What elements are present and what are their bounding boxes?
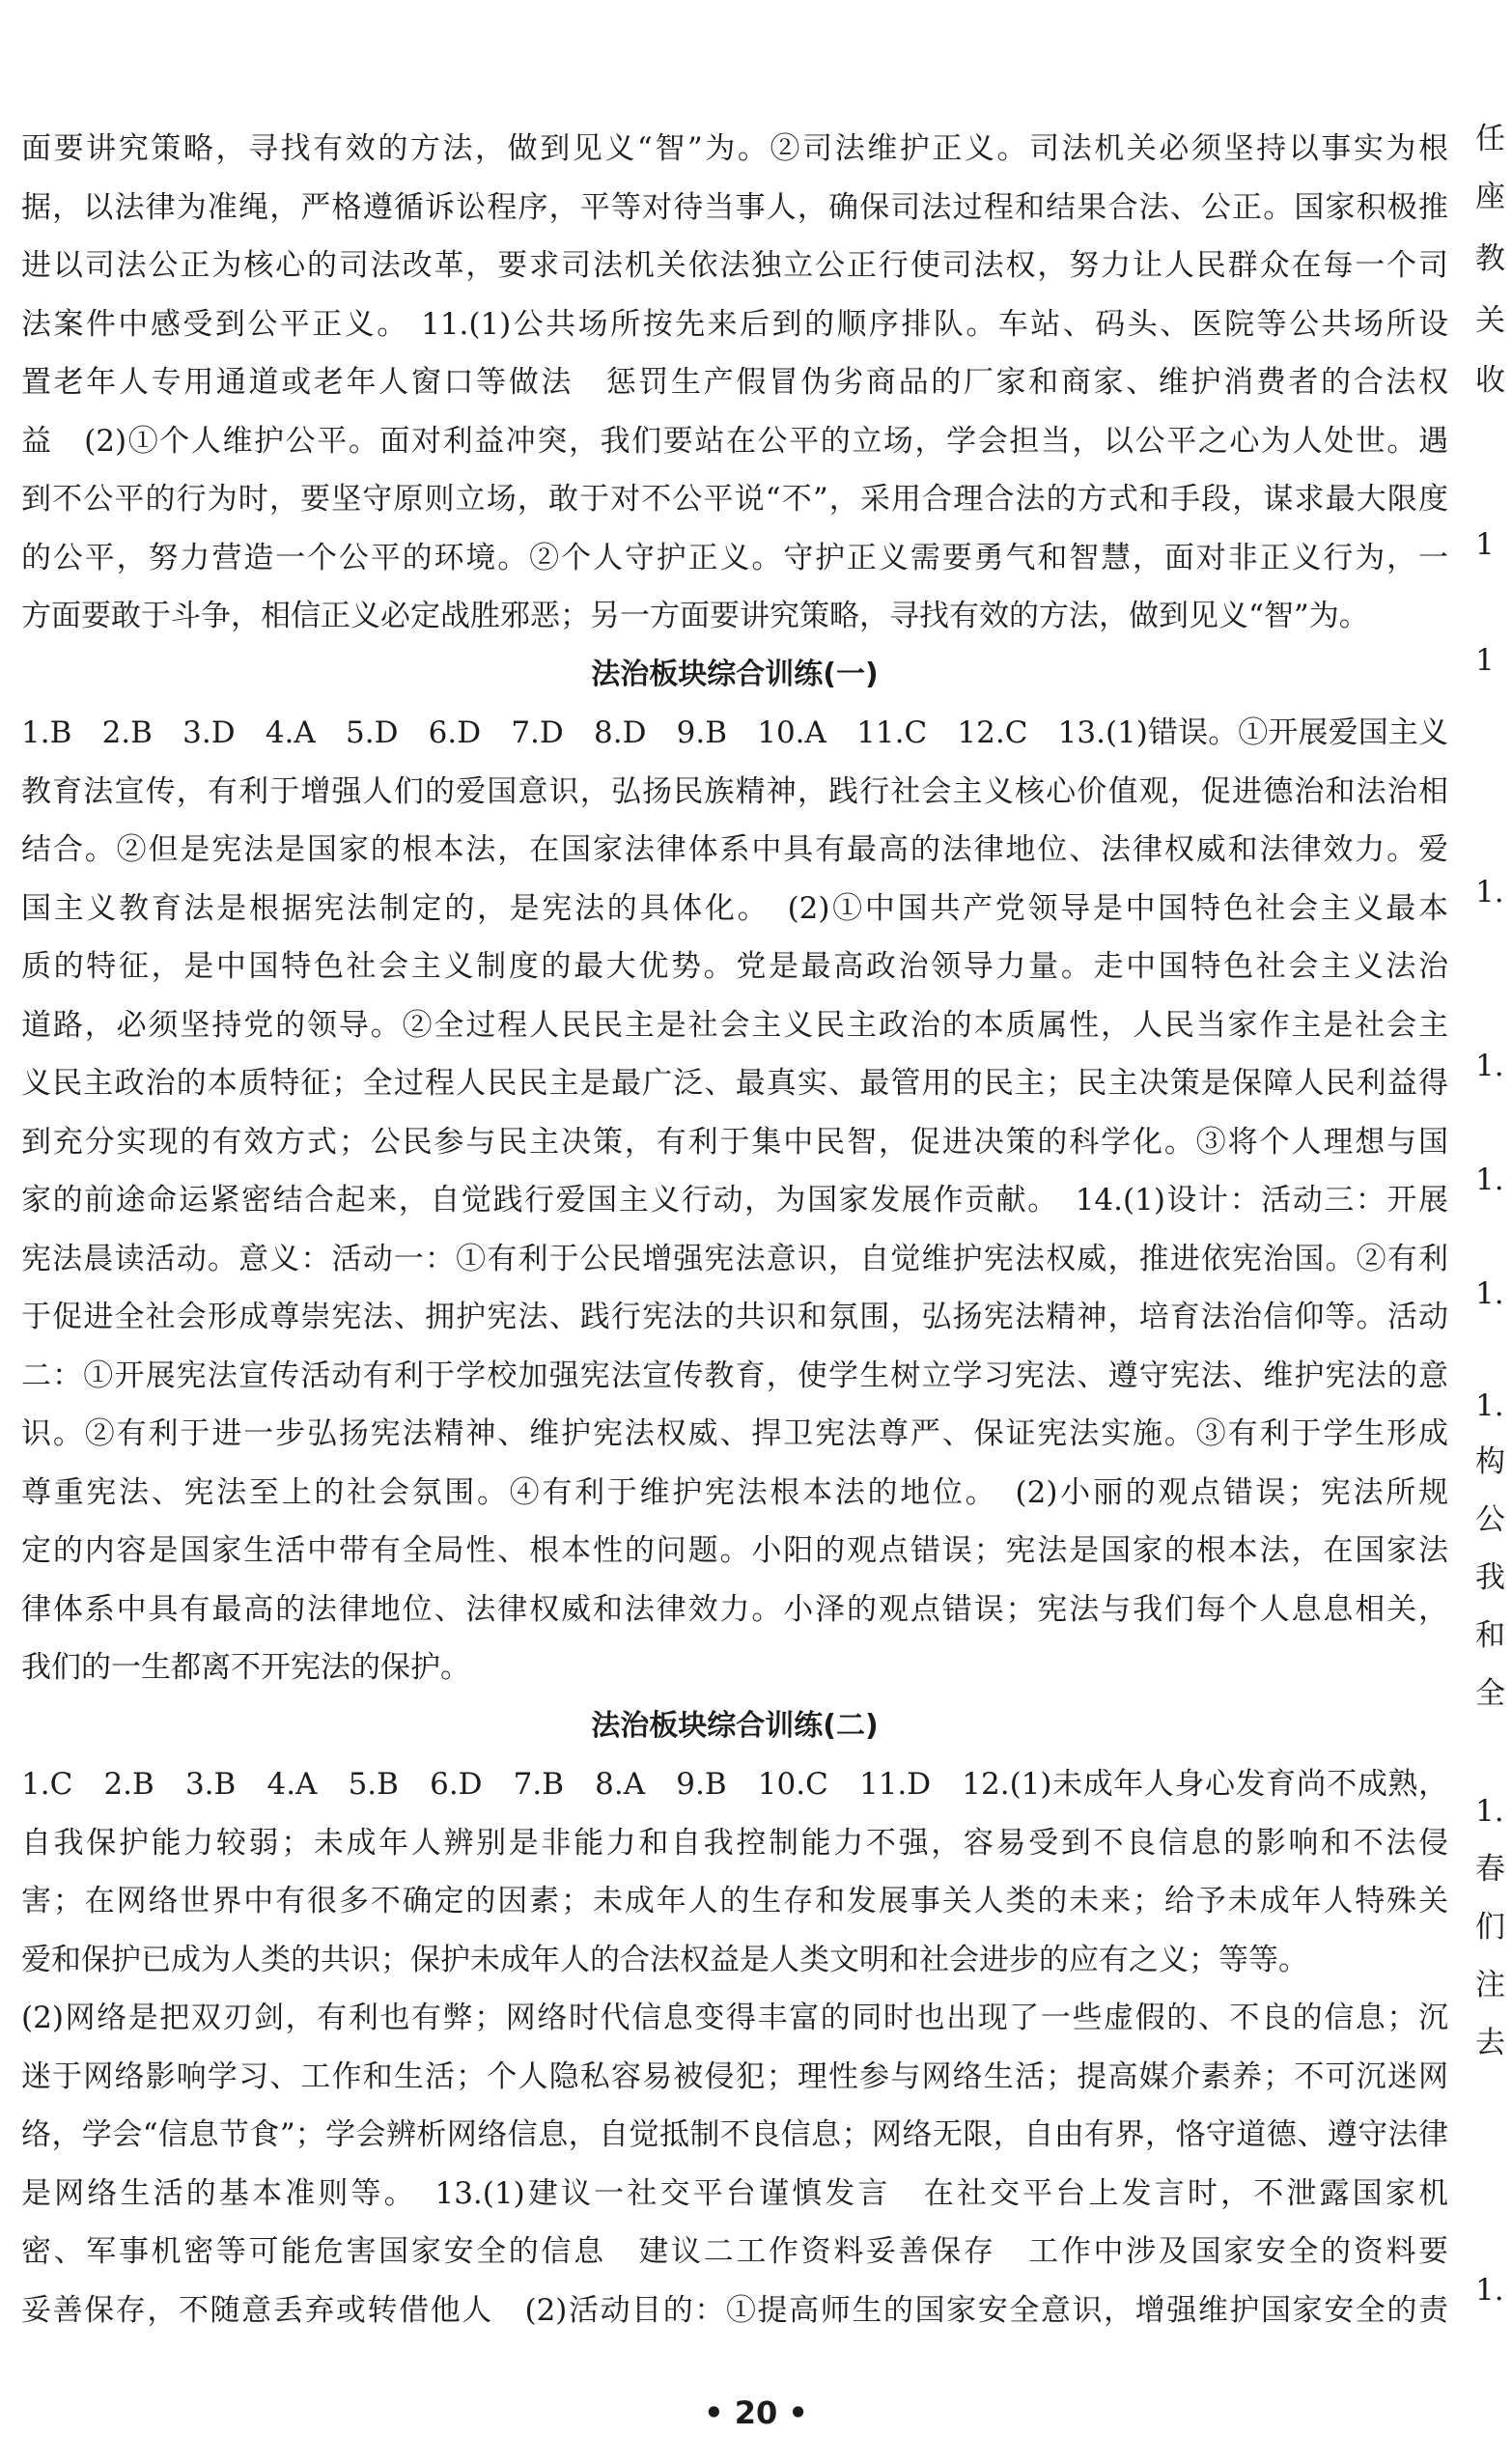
text-line: 尊重宪法、宪法至上的社会氛围。④有利于维护宪法根本法的地位。 (2)小丽的观点错误；宪法所规 [21,1474,1448,1510]
section-heading-2: 法治板块综合训练(二) [591,1708,879,1743]
column-fragment: 1. [1475,1049,1504,1083]
text-line: 的公平，努力营造一个公平的环境。②个人守护正义。守护正义需要勇气和智慧，面对非正义行为，一 [21,540,1448,575]
column-fragment: 关 [1475,303,1505,338]
text-line: 教育法宣传，有利于增强人们的爱国意识，弘扬民族精神，践行社会主义核心价值观，促进德治和法治相 [21,773,1448,809]
column-fragment: 1 [1475,527,1495,562]
column-fragment: 座 [1475,180,1505,214]
column-fragment: 1. [1475,1388,1504,1423]
text-line: 法案件中感受到公平正义。 11.(1)公共场所按先来后到的顺序排队。车站、码头、医院等公共场所设 [21,306,1448,342]
text-line: 我们的一生都离不开宪法的保护。 [21,1650,470,1685]
text-line: 1.C 2.B 3.B 4.A 5.B 6.D 7.B 8.A 9.B 10.C 11.D 12.(1)未成年人身心发育尚不成熟， [21,1767,1448,1802]
text-line: 国主义教育法是根据宪法制定的，是宪法的具体化。 (2)①中国共产党领导是中国特色社会主义最本 [21,890,1448,926]
text-line: 定的内容是国家生活中带有全局性、根本性的问题。小阳的观点错误；宪法是国家的根本法，在国家法 [21,1533,1448,1568]
column-fragment: 教 [1475,241,1505,276]
text-line: 益 (2)①个人维护公平。面对利益冲突，我们要站在公平的立场，学会担当，以公平之心为人处世。遇 [21,423,1448,459]
text-line: 到充分实现的有效方式；公民参与民主决策，有利于集中民智，促进决策的科学化。③将个人理想与国 [21,1124,1448,1160]
text-line: 方面要敢于斗争，相信正义必定战胜邪恶；另一方面要讲究策略，寻找有效的方法，做到见义“智”为。 [21,599,1369,633]
text-line: 迷于网络影响学习、工作和生活；个人隐私容易被侵犯；理性参与网络生活；提高媒介素养；不可沉迷网 [21,2058,1448,2094]
text-line: 质的特征，是中国特色社会主义制度的最大优势。党是最高政治领导力量。走中国特色社会主义法治 [21,949,1448,984]
text-line: 据，以法律为准绳，严格遵循诉讼程序，平等对待当事人，确保司法过程和结果合法、公正。国家积极推 [21,189,1448,225]
text-line: 道路，必须坚持党的领导。②全过程人民民主是社会主义民主政治的本质属性，人民当家作主是社会主 [21,1007,1448,1043]
text-line: 1.B 2.B 3.D 4.A 5.D 6.D 7.D 8.D 9.B 10.A 11.C 12.C 13.(1)错误。①开展爱国主义 [21,715,1448,750]
text-line: (2)网络是把双刃剑，有利也有弊；网络时代信息变得丰富的同时也出现了一些虚假的、不良的信息；沉 [21,2001,1448,2035]
text-line: 识。②有利于进一步弘扬宪法精神、维护宪法权威、捍卫宪法尊严、保证宪法实施。③有利于学生形成 [21,1416,1448,1451]
text-line: 律体系中具有最高的法律地位、法律权威和法律效力。小泽的观点错误；宪法与我们每个人息息相关， [21,1591,1448,1627]
column-fragment: 全 [1475,1676,1505,1711]
column-fragment: 公 [1475,1502,1505,1537]
section-heading-1: 法治板块综合训练(一) [591,657,879,691]
adjacent-column-fragments [1475,120,1512,2456]
text-line: 面要讲究策略，寻找有效的方法，做到见义“智”为。②司法维护正义。司法机关必须坚持以事实为根 [21,131,1448,166]
column-fragment: 1. [1475,1794,1504,1829]
column-fragment: 1. [1475,1162,1504,1197]
text-line: 络，学会“信息节食”；学会辨析网络信息，自觉抵制不良信息；网络无限，自由有界，恪守道德、遵守法律 [21,2117,1448,2152]
text-line: 结合。②但是宪法是国家的根本法，在国家法律体系中具有最高的法律地位、法律权威和法律效力。爱 [21,832,1448,867]
column-fragment: 1 [1475,643,1495,678]
text-line: 妥善保存，不随意丢弃或转借他人 (2)活动目的：①提高师生的国家安全意识，增强维护国家安全的责 [21,2292,1448,2328]
text-line: 二：①开展宪法宣传活动有利于学校加强宪法宣传教育，使学生树立学习宪法、遵守宪法、维护宪法的意 [21,1358,1448,1393]
text-line: 是网络生活的基本准则等。 13.(1)建议一社交平台谨慎发言 在社交平台上发言时，不泄露国家机 [21,2175,1448,2211]
column-fragment: 1. [1475,2273,1504,2308]
column-fragment: 1. [1475,1276,1504,1311]
text-line: 于促进全社会形成尊崇宪法、拥护宪法、践行宪法的共识和氛围，弘扬宪法精神，培育法治信仰等。活动 [21,1300,1448,1334]
column-fragment: 春 [1475,1852,1505,1887]
text-line: 宪法晨读活动。意义：活动一：①有利于公民增强宪法意识，自觉维护宪法权威，推进依宪治国。②有利 [21,1241,1448,1276]
column-fragment: 任 [1475,122,1505,156]
text-line: 义民主政治的本质特征；全过程人民民主是最广泛、最真实、最管用的民主；民主决策是保障人民利益得 [21,1066,1448,1101]
text-line: 进以司法公正为核心的司法改革，要求司法机关依法独立公正行使司法权，努力让人民群众在每一个司 [21,248,1448,283]
column-fragment: 和 [1475,1618,1505,1653]
text-line: 到不公平的行为时，要坚守原则立场，敢于对不公平说“不”，采用合理合法的方式和手段，谋求最大限度 [21,482,1448,517]
column-fragment: 构 [1475,1444,1505,1479]
column-fragment: 我 [1475,1560,1505,1595]
column-fragment: 去 [1475,2026,1505,2060]
text-line: 自我保护能力较弱；未成年人辨别是非能力和自我控制能力不强，容易受到不良信息的影响和不法侵 [21,1825,1448,1861]
column-fragment: 收 [1475,363,1505,398]
text-line: 置老年人专用通道或老年人窗口等做法 惩罚生产假冒伪劣商品的厂家和商家、维护消费者的合法权 [21,365,1448,400]
page-number: • 20 • [704,2394,808,2431]
text-line: 家的前途命运紧密结合起来，自觉践行爱国主义行动，为国家发展作贡献。 14.(1)设计：活动三：开展 [21,1183,1448,1218]
main-text-column [21,120,1448,2339]
column-fragment: 注 [1475,1968,1505,2002]
text-line: 密、军事机密等可能危害国家安全的信息 建议二工作资料妥善保存 工作中涉及国家安全的资料要 [21,2234,1448,2269]
column-fragment: 1. [1475,875,1504,910]
column-fragment: 们 [1475,1910,1505,1945]
text-line: 害；在网络世界中有很多不确定的因素；未成年人的生存和发展事关人类的未来；给予未成年人特殊关 [21,1884,1448,1918]
text-line: 爱和保护已成为人类的共识；保护未成年人的合法权益是人类文明和社会进步的应有之义；等等。 [21,1942,1308,1977]
